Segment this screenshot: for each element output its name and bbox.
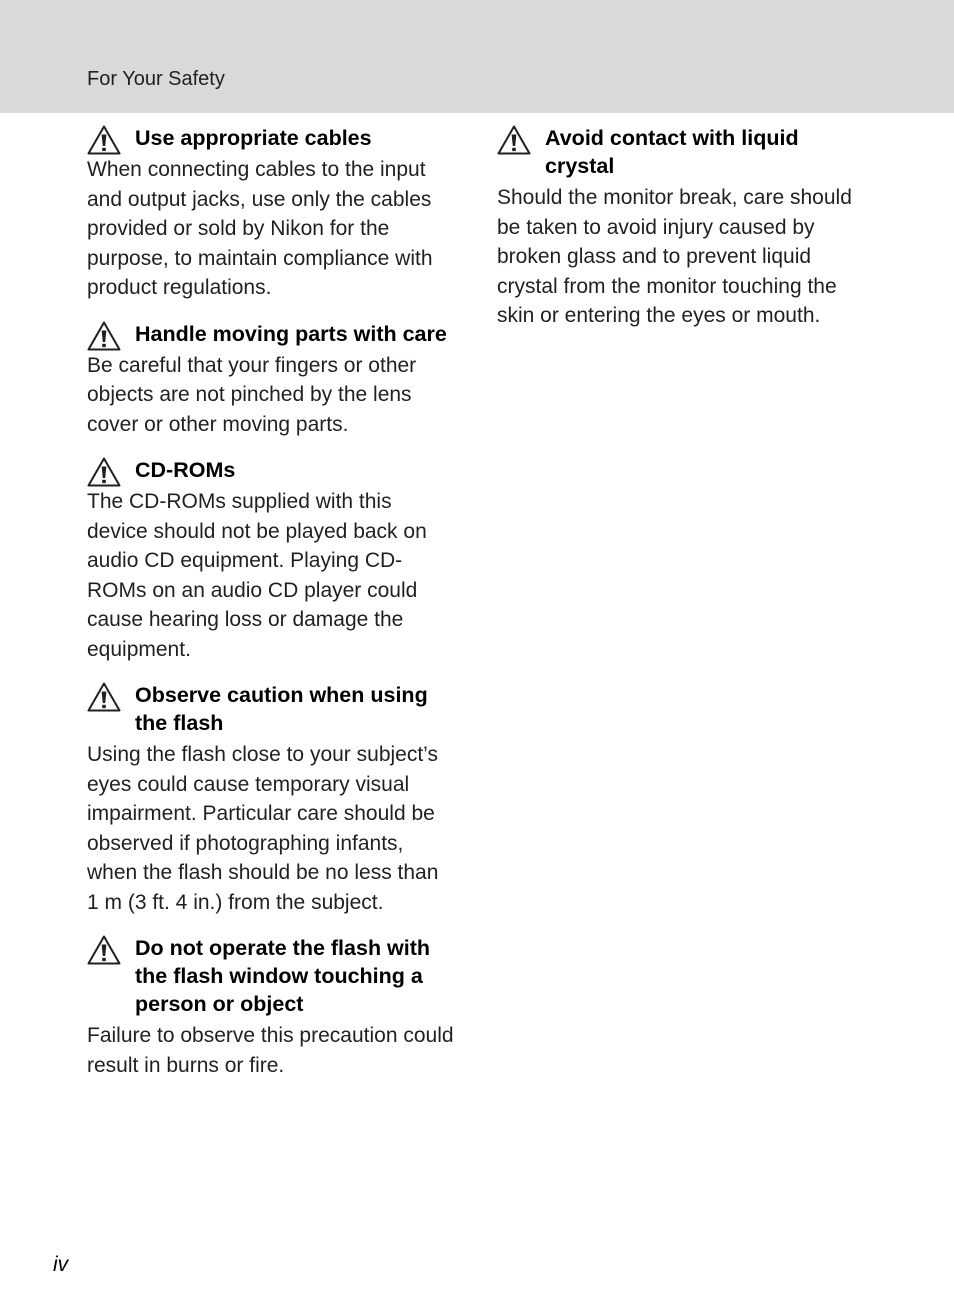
section-body: Failure to observe this precaution could result in burns or fire. <box>87 1024 454 1077</box>
section-heading: Do not operate the flash with the flash window touching a person or object <box>135 936 431 1016</box>
warning-triangle-icon <box>497 125 531 155</box>
section-cd-roms <box>87 456 455 664</box>
section-body: Be careful that your fingers or other objects are not pinched by the lens cover or other moving parts. <box>87 353 417 436</box>
warning-triangle-icon <box>87 935 121 965</box>
section-body: When connecting cables to the input and output jacks, use only the cables provided or sold by Nikon for the purpose, to maintain compliance with product regulations. <box>87 158 433 299</box>
section-flash-window <box>87 934 455 1080</box>
warning-triangle-icon <box>87 321 121 351</box>
section-moving-parts <box>87 320 455 440</box>
warning-triangle-icon <box>87 682 121 712</box>
page-number: iv <box>53 1253 69 1276</box>
section-body: Using the flash close to your subject’s eyes could cause temporary visual impairment. Particular care should be observed if photographing infants, when the flash should be no less than 1 m (3 ft. 4 in.) from the subject. <box>87 743 439 914</box>
warning-triangle-icon <box>87 457 121 487</box>
section-flash-caution <box>87 681 455 917</box>
right-column <box>497 124 869 348</box>
section-heading: Observe caution when using the flash <box>135 683 428 735</box>
section-body: Should the monitor break, care should be taken to avoid injury caused by broken glass and to prevent liquid crystal from the monitor touching the skin or entering the eyes or mouth. <box>497 186 852 327</box>
section-heading: Use appropriate cables <box>135 126 372 150</box>
page-header-title: For Your Safety <box>87 68 225 90</box>
section-heading: Avoid contact with liquid crystal <box>545 126 799 178</box>
section-appropriate-cables <box>87 124 455 303</box>
left-column <box>87 124 455 1097</box>
section-liquid-crystal <box>497 124 869 331</box>
section-body: The CD-ROMs supplied with this device should not be played back on audio CD equipment. Playing CD-ROMs on an audio CD player could cause hearing loss or damage the equipment. <box>87 490 427 661</box>
section-heading: Handle moving parts with care <box>135 321 447 346</box>
warning-triangle-icon <box>87 125 121 155</box>
section-heading: CD-ROMs <box>135 458 236 482</box>
header-band <box>0 0 954 113</box>
